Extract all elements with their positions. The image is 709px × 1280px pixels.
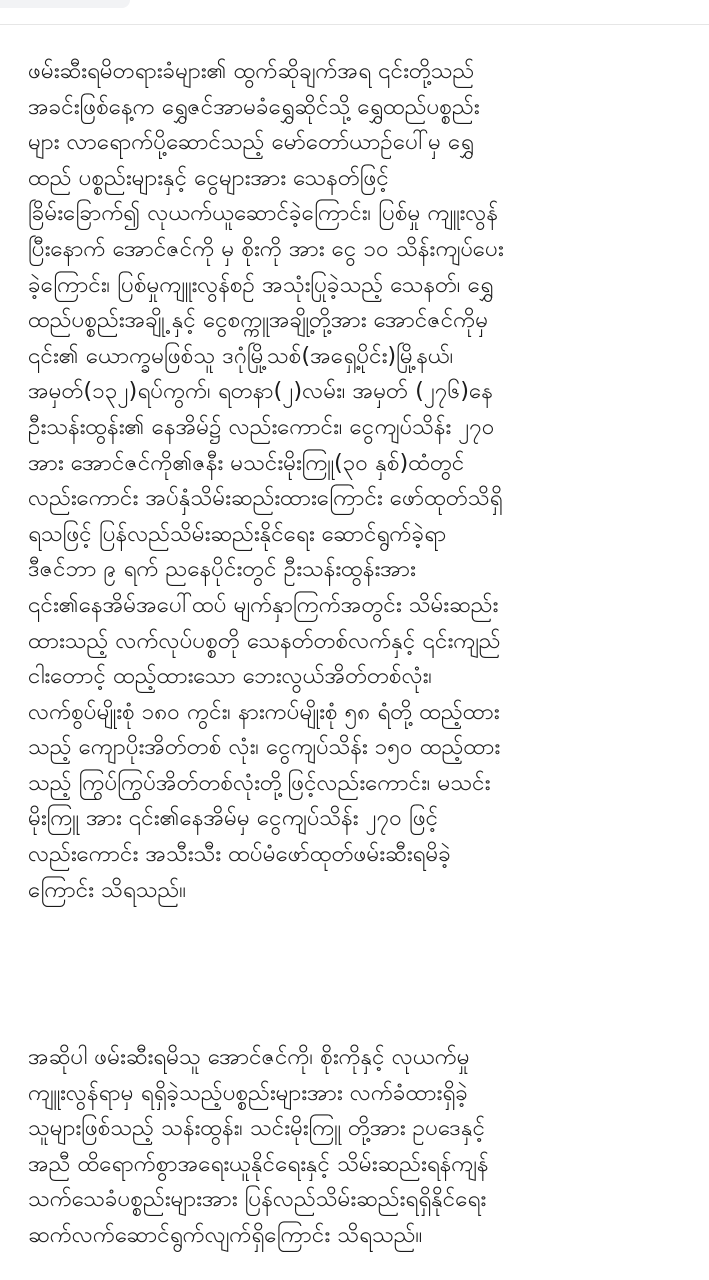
post-text-line: ခဲ့ကြောင်း၊ ပြစ်မှုကျူးလွန်စဉ် အသုံးပြုခဲ့သည့် သေနတ်၊ ရွှေ: [28, 271, 494, 298]
post-text-line: ငါးတောင့် ထည့်ထားသော ဘေးလွယ်အိတ်တစ်လုံး၊: [28, 663, 432, 690]
top-header-strip: [0, 0, 709, 25]
post-paragraph-1: [28, 54, 504, 908]
post-text-line: ထည် ပစ္စည်းများနှင့် ငွေများအား သေနတ်ဖြင့်: [28, 164, 389, 191]
post-text-line: ခြိမ်းခြောက်၍ လုယက်ယူဆောင်ခဲ့ကြောင်း၊ ပြစ်မှု ကျူးလွန်: [28, 200, 499, 227]
post-text-line: လည်းကောင်း အသီးသီး ထပ်မံဖော်ထုတ်ဖမ်းဆီးရမိခဲ့: [28, 841, 451, 868]
post-text-line: သည့် ကြွပ်ကြွပ်အိတ်တစ်လုံးတို့ဖြင့်လည်းကောင်း၊ မသင်း: [28, 769, 491, 796]
post-text-line: ထည်ပစ္စည်းအချို့ နှင့် ငွေစက္ကူအချို့တို့အား အောင်ဇင်ကိုမှ: [28, 307, 489, 334]
post-text-line: ၎င်း၏နေအိမ်အပေါ်ထပ် မျက်နှာကြက်အတွင်း သိမ်းဆည်း: [28, 591, 499, 618]
post-text-line: ပြီးနောက် အောင်ဇင်ကို မှ စိုးကို အား ငွေ ၁၀ သိန်းကျပ်ပေး: [28, 235, 504, 262]
post-text-line: သူများဖြစ်သည့် သန်းထွန်း၊ သင်းမိုးကြူ တို့အား ဥပဒေနှင့်: [28, 1115, 486, 1142]
post-text-line: ဦးသန်းထွန်း၏ နေအိမ်၌ လည်းကောင်း၊ ငွေကျပ်သိန်း ၂၇၀: [28, 413, 495, 440]
post-text-line: ၎င်း၏ ယောက္ခမဖြစ်သူ ဒဂုံမြို့သစ်(အရှေ့ပိုင်း)မြို့နယ်၊: [28, 342, 454, 369]
post-text-line: ရသဖြင့် ပြန်လည်သိမ်းဆည်းနိုင်ရေး ဆောင်ရွက်ခဲ့ရာ: [28, 520, 447, 547]
post-text-line: အခင်းဖြစ်နေ့က ရွှေဇင်အာမခံရွှေဆိုင်သို့ ရွှေထည်ပစ္စည်း: [28, 93, 480, 120]
post-text-line: ကျူးလွန်ရာမှ ရရှိခဲ့သည့်ပစ္စည်းများအား လက်ခံထားရှိခဲ့: [28, 1079, 468, 1106]
post-text-line: ထားသည့် လက်လုပ်ပစ္စတို သေနတ်တစ်လက်နှင့် ၎င်းကျည်: [28, 627, 501, 654]
post-text-line: အဆိုပါ ဖမ်းဆီးရမိသူ အောင်ဇင်ကို၊ စိုးကိုနှင့် လုယက်မှု: [28, 1044, 470, 1070]
post-text-line: အညီ ထိရောက်စွာအရေးယူနိုင်ရေးနှင့် သိမ်းဆည်းရန်ကျန်: [28, 1150, 489, 1177]
post-text-line: များ လာရောက်ပို့ဆောင်သည့် မော်တော်ယာဉ်ပေါ်မှ ရွှေ: [28, 129, 474, 156]
post-text-line: ကြောင်း သိရသည်။: [28, 876, 187, 903]
post-text-line: လက်စွပ်မျိုးစုံ ၁၈၀ ကွင်း၊ နားကပ်မျိုးစုံ ၅၈ ရံတို့ ထည့်ထား: [28, 698, 500, 725]
post-text-line: ဖမ်းဆီးရမိတရားခံများ၏ ထွက်ဆိုချက်အရ ၎င်းတို့သည်: [28, 58, 475, 84]
post-text-line: အား အောင်ဇင်ကို၏ဇနီး မသင်းမိုးကြူ(၃၀ နှစ်)ထံတွင်: [28, 449, 465, 476]
post-text-line: သည့် ကျောပိုးအိတ်တစ် လုံး၊ ငွေကျပ်သိန်း ၁၅၀ ထည့်ထား: [28, 734, 501, 761]
post-text-line: အမှတ်(၁၃၂)ရပ်ကွက်၊ ရတနာ(၂)လမ်း၊ အမှတ် (၂၇၆)နေ: [28, 378, 493, 405]
post-paragraph-2: [28, 1040, 489, 1254]
post-text-line: ဆက်လက်ဆောင်ရွက်လျက်ရှိကြောင်း သိရသည်။: [28, 1221, 423, 1248]
post-text-line: မိုးကြူ အား ၎င်း၏နေအိမ်မှ ငွေကျပ်သိန်း ၂၇၀ ဖြင့်: [28, 805, 439, 832]
post-text-line: သက်သေခံပစ္စည်းများအား ပြန်လည်သိမ်းဆည်းရရှိနိုင်ရေး: [28, 1186, 487, 1213]
post-text-line: လည်းကောင်း အပ်နှံသိမ်းဆည်းထားကြောင်း ဖော်ထုတ်သိရှိ: [28, 485, 503, 512]
header-tab-edge: [0, 0, 130, 8]
post-text-line: ဒီဇင်ဘာ ၉ ရက် ညနေပိုင်းတွင် ဦးသန်းထွန်းအား: [28, 556, 416, 583]
